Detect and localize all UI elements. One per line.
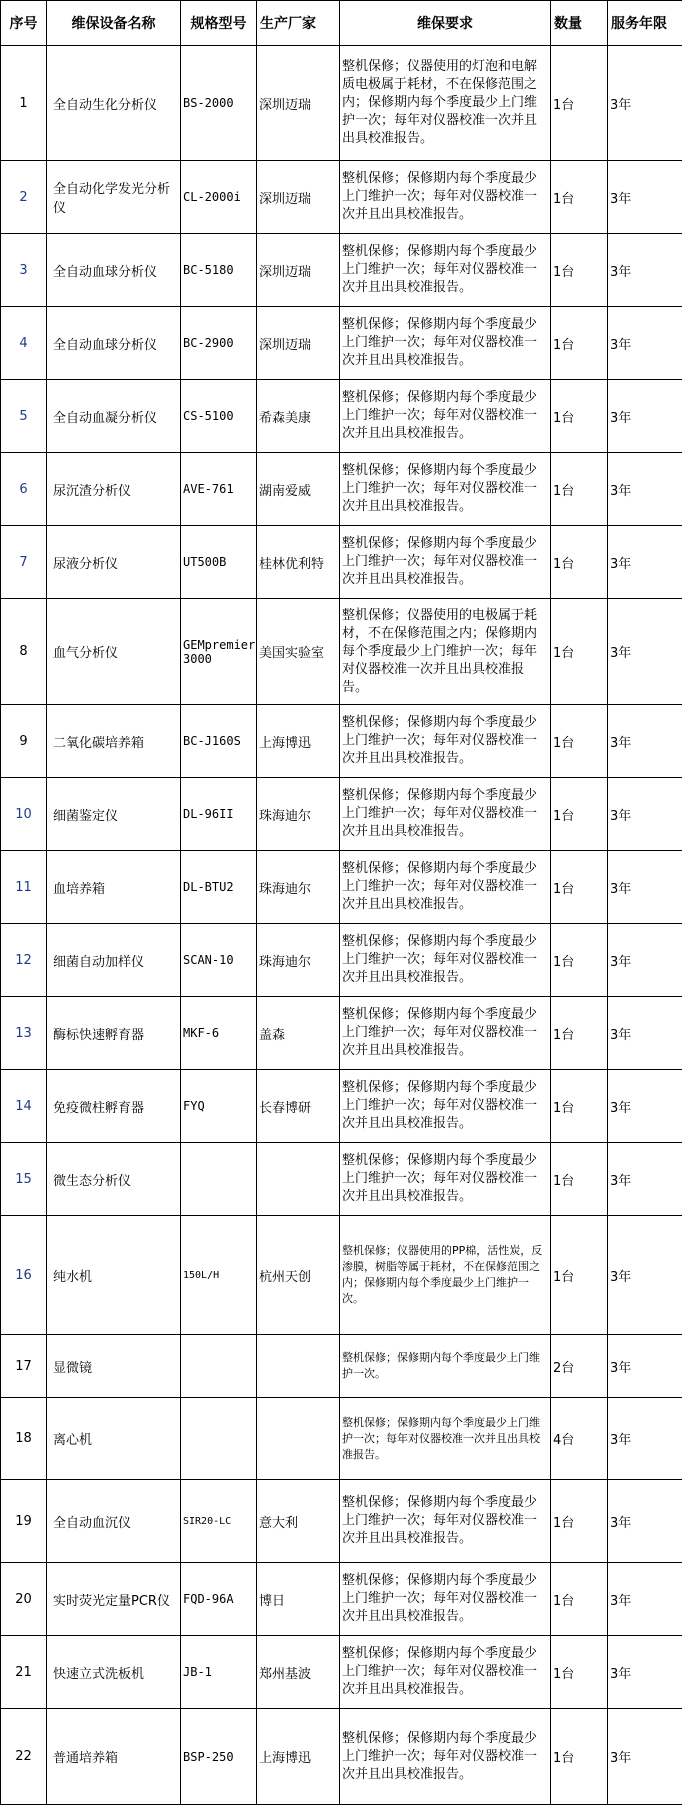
row-model: DL-96II xyxy=(181,778,257,851)
table-row xyxy=(1,526,682,599)
row-no: 21 xyxy=(1,1636,47,1709)
row-maker: 深圳迈瑞 xyxy=(257,307,340,380)
row-qty: 4台 xyxy=(551,1398,608,1480)
table-row xyxy=(1,1216,682,1335)
row-qty: 1台 xyxy=(551,778,608,851)
row-name: 全自动血球分析仪 xyxy=(47,307,181,380)
row-qty: 1台 xyxy=(551,453,608,526)
row-no: 14 xyxy=(1,1070,47,1143)
row-no: 17 xyxy=(1,1335,47,1398)
table-row xyxy=(1,453,682,526)
row-req: 整机保修；保修期内每个季度最少上门维护一次；每年对仪器校准一次并且出具校准报告。 xyxy=(340,1709,551,1805)
row-name: 离心机 xyxy=(47,1398,181,1480)
row-qty: 1台 xyxy=(551,1070,608,1143)
row-req: 整机保修；保修期内每个季度最少上门维护一次；每年对仪器校准一次并且出具校准报告。 xyxy=(340,307,551,380)
row-years: 3年 xyxy=(608,997,682,1070)
row-maker: 桂林优利特 xyxy=(257,526,340,599)
row-years: 3年 xyxy=(608,1143,682,1216)
row-maker: 博日 xyxy=(257,1563,340,1636)
row-name: 细菌鉴定仪 xyxy=(47,778,181,851)
row-no: 2 xyxy=(1,161,47,234)
header-years: 服务年限 xyxy=(608,1,682,46)
row-maker: 珠海迪尔 xyxy=(257,851,340,924)
row-name: 二氧化碳培养箱 xyxy=(47,705,181,778)
row-req: 整机保修；保修期内每个季度最少上门维护一次；每年对仪器校准一次并且出具校准报告。 xyxy=(340,924,551,997)
row-no: 9 xyxy=(1,705,47,778)
row-maker: 珠海迪尔 xyxy=(257,924,340,997)
row-model: SIR20-LC xyxy=(181,1480,257,1563)
row-years: 3年 xyxy=(608,1636,682,1709)
row-req: 整机保修；保修期内每个季度最少上门维护一次；每年对仪器校准一次并且出具校准报告。 xyxy=(340,1563,551,1636)
row-maker: 美国实验室 xyxy=(257,599,340,705)
row-qty: 1台 xyxy=(551,1143,608,1216)
row-years: 3年 xyxy=(608,307,682,380)
row-maker: 上海博迅 xyxy=(257,705,340,778)
row-years: 3年 xyxy=(608,599,682,705)
table-row xyxy=(1,307,682,380)
row-no: 22 xyxy=(1,1709,47,1805)
row-years: 3年 xyxy=(608,1216,682,1335)
row-req: 整机保修；保修期内每个季度最少上门维护一次；每年对仪器校准一次并且出具校准报告。 xyxy=(340,1070,551,1143)
row-req: 整机保修；保修期内每个季度最少上门维护一次；每年对仪器校准一次并且出具校准报告。 xyxy=(340,1636,551,1709)
row-qty: 1台 xyxy=(551,851,608,924)
row-name: 血培养箱 xyxy=(47,851,181,924)
row-req: 整机保修；保修期内每个季度最少上门维护一次；每年对仪器校准一次并且出具校准报告。 xyxy=(340,161,551,234)
table-row xyxy=(1,1143,682,1216)
row-maker: 湖南爱威 xyxy=(257,453,340,526)
row-qty: 1台 xyxy=(551,234,608,307)
table-row xyxy=(1,1636,682,1709)
row-maker: 长春博研 xyxy=(257,1070,340,1143)
table-row xyxy=(1,46,682,161)
table-row xyxy=(1,851,682,924)
row-qty: 1台 xyxy=(551,1709,608,1805)
row-req: 整机保修；保修期内每个季度最少上门维护一次；每年对仪器校准一次并且出具校准报告。 xyxy=(340,851,551,924)
row-model xyxy=(181,1335,257,1398)
row-model: FYQ xyxy=(181,1070,257,1143)
row-model: BC-2900 xyxy=(181,307,257,380)
table-row xyxy=(1,705,682,778)
row-maker: 意大利 xyxy=(257,1480,340,1563)
table-row xyxy=(1,1335,682,1398)
row-req: 整机保修；保修期内每个季度最少上门维护一次；每年对仪器校准一次并且出具校准报告。 xyxy=(340,526,551,599)
row-years: 3年 xyxy=(608,1709,682,1805)
table-row xyxy=(1,599,682,705)
row-no: 11 xyxy=(1,851,47,924)
row-no: 1 xyxy=(1,46,47,161)
row-years: 3年 xyxy=(608,161,682,234)
row-no: 15 xyxy=(1,1143,47,1216)
row-req: 整机保修；仪器使用的PP棉，活性炭，反渗膜，树脂等属于耗材，不在保修范围之内；保修期内每个季度最少上门维护一次。 xyxy=(340,1216,551,1335)
row-maker: 上海博迅 xyxy=(257,1709,340,1805)
row-name: 免疫微柱孵育器 xyxy=(47,1070,181,1143)
row-name: 显微镜 xyxy=(47,1335,181,1398)
row-no: 19 xyxy=(1,1480,47,1563)
row-req: 整机保修；保修期内每个季度最少上门维护一次；每年对仪器校准一次并且出具校准报告。 xyxy=(340,1480,551,1563)
row-years: 3年 xyxy=(608,1563,682,1636)
table-row xyxy=(1,924,682,997)
row-maker xyxy=(257,1143,340,1216)
row-years: 3年 xyxy=(608,705,682,778)
row-model: BS-2000 xyxy=(181,46,257,161)
row-no: 10 xyxy=(1,778,47,851)
row-maker: 郑州基波 xyxy=(257,1636,340,1709)
row-name: 实时荧光定量PCR仪 xyxy=(47,1563,181,1636)
row-years: 3年 xyxy=(608,46,682,161)
table-row xyxy=(1,778,682,851)
row-years: 3年 xyxy=(608,924,682,997)
row-no: 12 xyxy=(1,924,47,997)
row-model: DL-BTU2 xyxy=(181,851,257,924)
row-maker: 盖森 xyxy=(257,997,340,1070)
row-no: 5 xyxy=(1,380,47,453)
row-name: 纯水机 xyxy=(47,1216,181,1335)
row-name: 全自动血沉仪 xyxy=(47,1480,181,1563)
table-row xyxy=(1,1563,682,1636)
row-req: 整机保修；保修期内每个季度最少上门维护一次；每年对仪器校准一次并且出具校准报告。 xyxy=(340,453,551,526)
row-qty: 1台 xyxy=(551,161,608,234)
row-maker: 珠海迪尔 xyxy=(257,778,340,851)
row-req: 整机保修；保修期内每个季度最少上门维护一次；每年对仪器校准一次并且出具校准报告。 xyxy=(340,380,551,453)
row-years: 3年 xyxy=(608,1070,682,1143)
table-row xyxy=(1,234,682,307)
row-name: 微生态分析仪 xyxy=(47,1143,181,1216)
row-model: UT500B xyxy=(181,526,257,599)
row-req: 整机保修；仪器使用的电极属于耗材，不在保修范围之内；保修期内每个季度最少上门维护一次；每年对仪器校准一次并且出具校准报告。 xyxy=(340,599,551,705)
row-no: 13 xyxy=(1,997,47,1070)
table-row xyxy=(1,1709,682,1805)
row-name: 全自动血凝分析仪 xyxy=(47,380,181,453)
row-model: BC-J160S xyxy=(181,705,257,778)
row-maker xyxy=(257,1398,340,1480)
row-name: 血气分析仪 xyxy=(47,599,181,705)
row-qty: 1台 xyxy=(551,924,608,997)
row-qty: 1台 xyxy=(551,46,608,161)
row-qty: 1台 xyxy=(551,1563,608,1636)
row-model: BSP-250 xyxy=(181,1709,257,1805)
table-row xyxy=(1,1480,682,1563)
row-req: 整机保修；保修期内每个季度最少上门维护一次；每年对仪器校准一次并且出具校准报告。 xyxy=(340,1143,551,1216)
row-maker: 深圳迈瑞 xyxy=(257,161,340,234)
row-qty: 1台 xyxy=(551,307,608,380)
row-qty: 1台 xyxy=(551,705,608,778)
row-model: CL-2000i xyxy=(181,161,257,234)
header-maker: 生产厂家 xyxy=(257,1,340,46)
row-name: 尿液分析仪 xyxy=(47,526,181,599)
row-no: 18 xyxy=(1,1398,47,1480)
row-no: 3 xyxy=(1,234,47,307)
row-model: JB-1 xyxy=(181,1636,257,1709)
row-qty: 1台 xyxy=(551,1636,608,1709)
row-name: 尿沉渣分析仪 xyxy=(47,453,181,526)
row-model xyxy=(181,1398,257,1480)
row-name: 快速立式洗板机 xyxy=(47,1636,181,1709)
row-no: 7 xyxy=(1,526,47,599)
row-qty: 1台 xyxy=(551,380,608,453)
row-qty: 1台 xyxy=(551,599,608,705)
row-qty: 2台 xyxy=(551,1335,608,1398)
row-maker: 深圳迈瑞 xyxy=(257,46,340,161)
row-years: 3年 xyxy=(608,1398,682,1480)
row-no: 6 xyxy=(1,453,47,526)
header-name: 维保设备名称 xyxy=(47,1,181,46)
row-name: 全自动化学发光分析仪 xyxy=(47,161,181,234)
row-maker: 希森美康 xyxy=(257,380,340,453)
row-model: SCAN-10 xyxy=(181,924,257,997)
row-qty: 1台 xyxy=(551,1216,608,1335)
row-name: 全自动生化分析仪 xyxy=(47,46,181,161)
table-row xyxy=(1,1398,682,1480)
row-name: 普通培养箱 xyxy=(47,1709,181,1805)
row-req: 整机保修；保修期内每个季度最少上门维护一次。 xyxy=(340,1335,551,1398)
table-row xyxy=(1,161,682,234)
row-years: 3年 xyxy=(608,1335,682,1398)
row-name: 细菌自动加样仪 xyxy=(47,924,181,997)
row-no: 20 xyxy=(1,1563,47,1636)
row-req: 整机保修；保修期内每个季度最少上门维护一次；每年对仪器校准一次并且出具校准报告。 xyxy=(340,705,551,778)
row-req: 整机保修；保修期内每个季度最少上门维护一次；每年对仪器校准一次并且出具校准报告。 xyxy=(340,997,551,1070)
header-model: 规格型号 xyxy=(181,1,257,46)
row-years: 3年 xyxy=(608,234,682,307)
row-years: 3年 xyxy=(608,453,682,526)
row-req: 整机保修；仪器使用的灯泡和电解质电极属于耗材，不在保修范围之内；保修期内每个季度最少上门维护一次；每年对仪器校准一次并且出具校准报告。 xyxy=(340,46,551,161)
row-years: 3年 xyxy=(608,1480,682,1563)
header-no: 序号 xyxy=(1,1,47,46)
row-years: 3年 xyxy=(608,851,682,924)
row-req: 整机保修；保修期内每个季度最少上门维护一次；每年对仪器校准一次并且出具校准报告。 xyxy=(340,1398,551,1480)
row-req: 整机保修；保修期内每个季度最少上门维护一次；每年对仪器校准一次并且出具校准报告。 xyxy=(340,778,551,851)
row-years: 3年 xyxy=(608,526,682,599)
table-row xyxy=(1,1070,682,1143)
row-model: CS-5100 xyxy=(181,380,257,453)
row-no: 4 xyxy=(1,307,47,380)
table-row xyxy=(1,997,682,1070)
row-model xyxy=(181,1143,257,1216)
row-model: 150L/H xyxy=(181,1216,257,1335)
row-model: AVE-761 xyxy=(181,453,257,526)
row-qty: 1台 xyxy=(551,1480,608,1563)
row-no: 8 xyxy=(1,599,47,705)
row-model: MKF-6 xyxy=(181,997,257,1070)
header-req: 维保要求 xyxy=(340,1,551,46)
row-years: 3年 xyxy=(608,778,682,851)
row-qty: 1台 xyxy=(551,526,608,599)
row-req: 整机保修；保修期内每个季度最少上门维护一次；每年对仪器校准一次并且出具校准报告。 xyxy=(340,234,551,307)
row-years: 3年 xyxy=(608,380,682,453)
row-no: 16 xyxy=(1,1216,47,1335)
header-row xyxy=(1,1,682,46)
row-model: BC-5180 xyxy=(181,234,257,307)
row-maker xyxy=(257,1335,340,1398)
row-qty: 1台 xyxy=(551,997,608,1070)
row-maker: 深圳迈瑞 xyxy=(257,234,340,307)
table-row xyxy=(1,380,682,453)
header-qty: 数量 xyxy=(551,1,608,46)
row-name: 酶标快速孵育器 xyxy=(47,997,181,1070)
row-name: 全自动血球分析仪 xyxy=(47,234,181,307)
row-maker: 杭州天创 xyxy=(257,1216,340,1335)
row-model: GEMpremier3000 xyxy=(181,599,257,705)
row-model: FQD-96A xyxy=(181,1563,257,1636)
